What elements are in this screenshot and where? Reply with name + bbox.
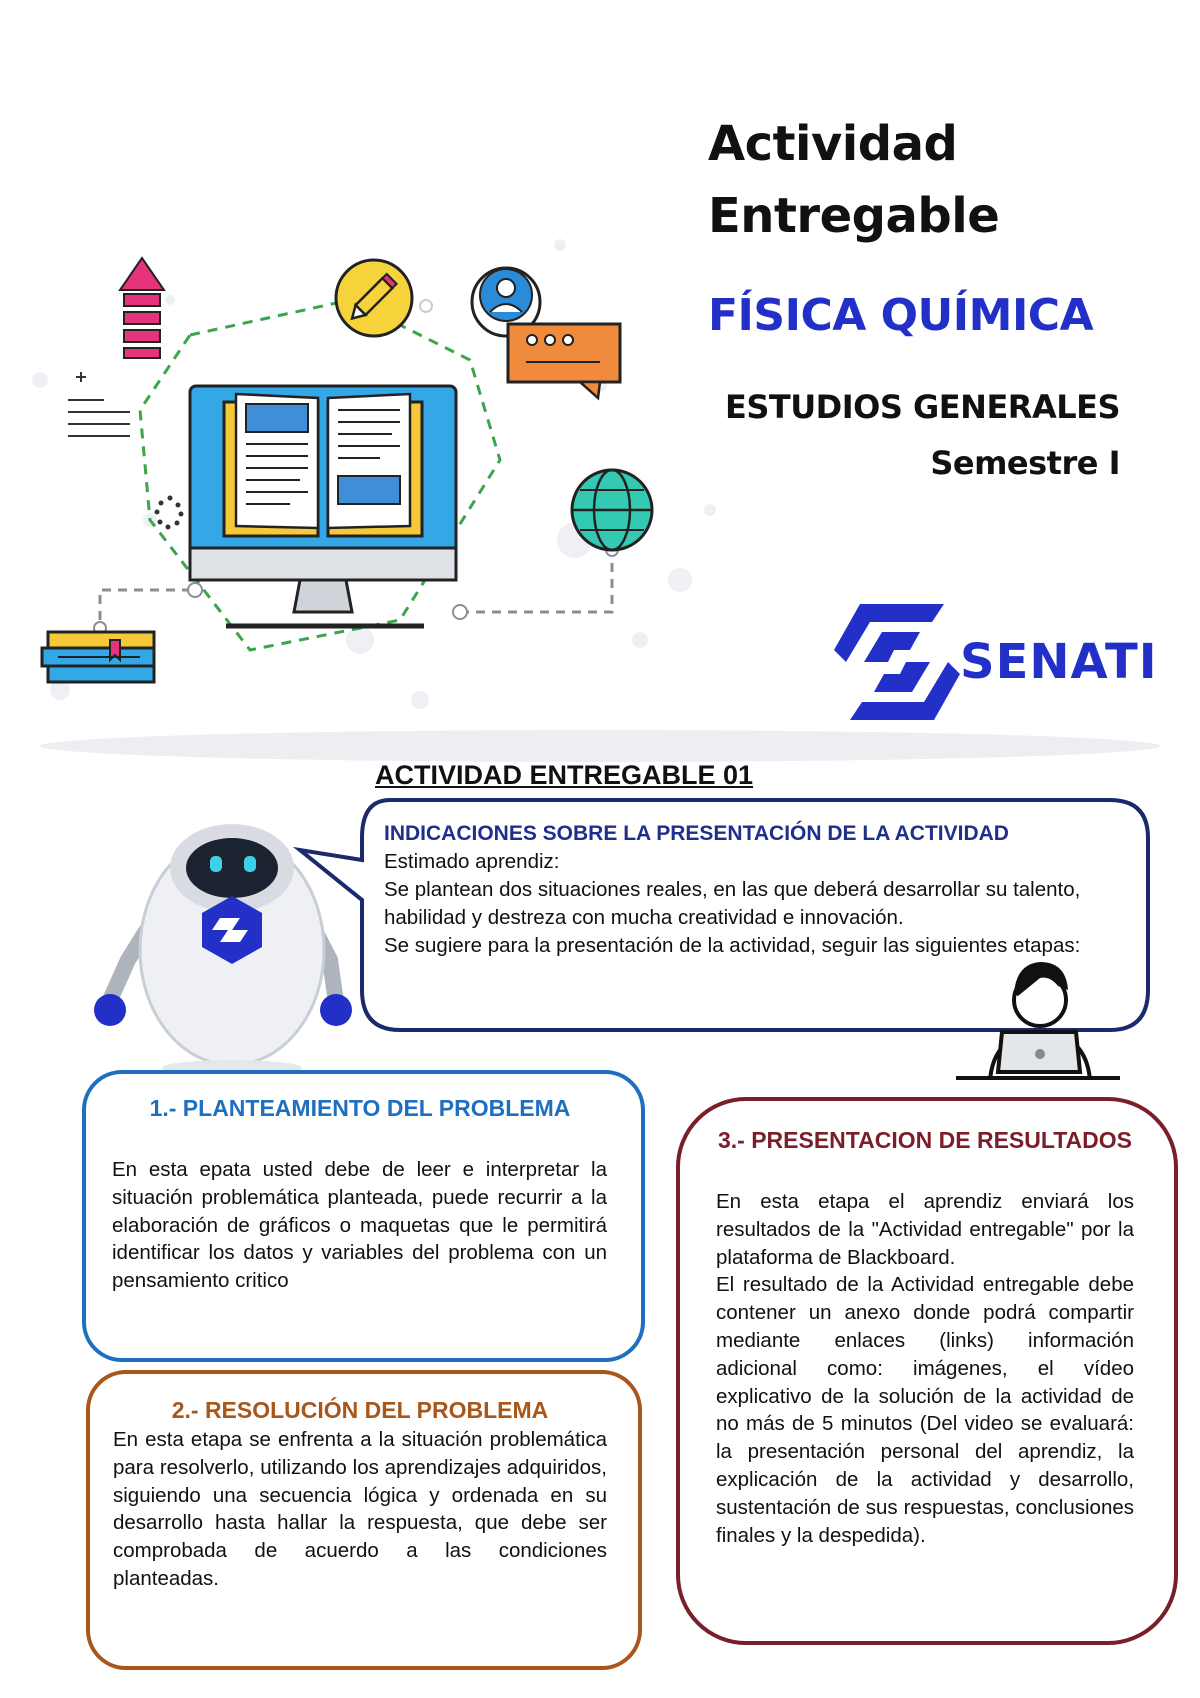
instructions-paragraph-2: Se sugiere para la presentación de la actividad, seguir las siguientes etapas: <box>384 934 1081 957</box>
step-2-body: En esta etapa se enfrenta a la situación problemática para resolverlo, utilizando los aprendizajes adquiridos, siguiendo una secuencia lógica y ordenada en su desarrollo hasta hallar la respuesta, que debe ser comprobada de acuerdo a las condiciones planteadas. <box>113 1428 607 1590</box>
user-chat-icon <box>472 268 620 398</box>
department-label: ESTUDIOS GENERALES <box>724 388 1120 426</box>
instructions-paragraph-1: Se plantean dos situaciones reales, en las que deberá desarrollar su talento, habilidad y destreza con mucha creatividad e innovación. <box>384 878 1081 929</box>
step-1-body: En esta epata usted debe de leer e interpretar la situación problemática planteada, puede recurrir a la elaboración de gráficos o maquetas que le permitirá identificar los datos y variables del problema con un pensamiento critico <box>112 1158 607 1293</box>
pencil-icon <box>336 260 432 336</box>
title-line-2: Entregable <box>708 188 1000 244</box>
cover-title <box>708 108 1148 252</box>
instructions-title: INDICACIONES SOBRE LA PRESENTACIÓN DE LA ACTIVIDAD <box>384 822 1009 845</box>
loading-dots-icon <box>155 496 184 530</box>
step-3-paragraph-2: El resultado de la Actividad entregable debe contener un anexo donde podrá compartir mediante enlaces (links) información adicional como: imágenes, el vídeo explicativo de la solución de la actividad de no más de 5 minutos (Del video se evaluará: la presentación personal del aprendiz, la explicación de la actividad y desarrollo, sustentación de sus respuestas, conclusiones finales y la despedida). <box>716 1273 1134 1547</box>
globe-icon <box>572 470 652 550</box>
connector-left <box>100 590 195 620</box>
step-1-title: 1.- PLANTEAMIENTO DEL PROBLEMA <box>149 1095 571 1121</box>
books-stack-icon <box>42 632 154 682</box>
connector-right <box>460 550 612 612</box>
step-3-body <box>716 1188 1134 1549</box>
semester-label: Semestre I <box>930 444 1120 482</box>
subject-title: FÍSICA QUÍMICA <box>708 290 1094 341</box>
step-3-paragraph-1: En esta etapa el aprendiz enviará los resultados de la "Actividad entregable" por la plataforma de Blackboard. <box>716 1190 1134 1269</box>
step-3-title: 3.- PRESENTACION DE RESULTADOS <box>717 1127 1133 1153</box>
instructions-text <box>384 820 1124 960</box>
instructions-greeting: Estimado aprendiz: <box>384 850 560 873</box>
computer-monitor-icon <box>190 386 456 626</box>
senati-logo-text: SENATI <box>960 634 1158 690</box>
title-line-1: Actividad <box>708 116 958 172</box>
step-2-title: 2.- RESOLUCIÓN DEL PROBLEMA <box>171 1397 549 1423</box>
activity-heading: ACTIVIDAD ENTREGABLE 01 <box>375 760 754 790</box>
senati-logo-icon <box>834 604 968 720</box>
upload-arrow-icon <box>120 258 164 358</box>
text-lines-icon <box>68 372 130 436</box>
shadow-band <box>40 730 1160 762</box>
